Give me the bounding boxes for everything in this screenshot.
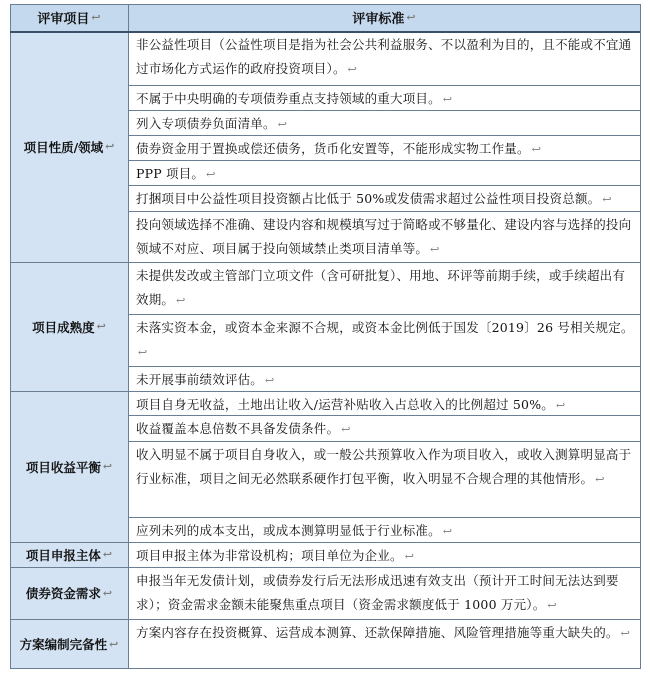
criterion-row: 未落实资本金，或资本金来源不合规，或资本金比例低于国发〔2019〕26 号相关规定。↩ — [128, 314, 640, 366]
group-label-plan-completeness — [10, 619, 128, 669]
table-border-right — [640, 4, 641, 669]
paragraph-mark-icon: ↩ — [555, 399, 566, 412]
row-divider — [128, 85, 640, 86]
criterion-row: 不属于中央明确的专项债券重点支持领域的重大项目。 ↩ — [128, 85, 640, 110]
paragraph-mark-icon: ↩ — [105, 140, 115, 153]
row-divider — [128, 135, 640, 136]
group-divider — [10, 567, 640, 568]
paragraph-mark-icon: ↩ — [404, 550, 415, 563]
criterion-row: 项目自身无收益，土地出让收入/运营补贴收入占总收入的比例超过 50%。 ↩ — [128, 391, 640, 415]
criterion-row: 列入专项债券负面清单。 ↩ — [128, 110, 640, 135]
group-label-bond-fund-demand-text: 债券资金需求 — [25, 586, 101, 601]
table-border-bottom — [10, 668, 640, 669]
group-label-nature-text: 项目性质/领域 — [23, 139, 104, 155]
paragraph-mark-icon: ↩ — [102, 548, 113, 561]
group-label-nature — [10, 31, 128, 262]
header-review-standard-text: 评审标准 — [352, 12, 405, 27]
criterion-row: 债券资金用于置换或偿还债务，货币化安置等，不能形成实物工作量。 ↩ — [128, 135, 640, 160]
criterion-row: 打捆项目中公益性项目投资额占比低于 50%或发债需求超过公益性项目投资总额。 ↩ — [128, 185, 640, 211]
paragraph-mark-icon: ↩ — [406, 11, 416, 24]
criterion-row: 未开展事前绩效评估。 ↩ — [128, 366, 640, 391]
paragraph-mark-icon: ↩ — [277, 118, 288, 131]
group-label-maturity-text: 项目成熟度 — [32, 319, 95, 335]
paragraph-mark-icon: ↩ — [265, 374, 275, 387]
paragraph-mark-icon: ↩ — [138, 346, 148, 359]
group-label-bond-fund-demand — [10, 567, 128, 619]
paragraph-mark-icon: ↩ — [109, 637, 119, 651]
criterion-row: 投向领域选择不准确、建设内容和规模填写过于简略或不够量化、建设内容与选择的投向领域不对应、项目属于投向领域禁止类项目清单等。 ↩ — [128, 211, 640, 262]
criterion-row: 收入明显不属于项目自身收入，或一般公共预算收入作为项目收入，或收入测算明显高于行业标准，项目之间无必然联系硬作打包平衡，收入明显不合规合理的其他情形。 ↩ — [128, 441, 640, 517]
paragraph-mark-icon: ↩ — [602, 193, 612, 206]
group-label-applicant — [10, 542, 128, 567]
paragraph-mark-icon: ↩ — [102, 460, 113, 473]
paragraph-mark-icon: ↩ — [442, 525, 453, 538]
table-border-left — [10, 4, 11, 669]
criterion-row: 方案内容存在投资概算、运营成本测算、还款保障措施、风险管理措施等重大缺失的。 ↩ — [128, 619, 640, 669]
criterion-row: 项目申报主体为非常设机构；项目单位为企业。 ↩ — [128, 542, 640, 567]
paragraph-mark-icon: ↩ — [430, 243, 440, 256]
paragraph-mark-icon: ↩ — [341, 423, 351, 436]
paragraph-mark-icon: ↩ — [531, 143, 542, 156]
row-divider — [128, 160, 640, 161]
criterion-row: 未提供发改或主管部门立项文件（含可研批复）、用地、环评等前期手续，或手续超出有效期。 ↩ — [128, 262, 640, 314]
row-divider — [128, 366, 640, 367]
header-divider — [10, 31, 640, 33]
group-label-plan-completeness-text: 方案编制完备性 — [19, 637, 108, 652]
header-review-standard — [128, 4, 640, 31]
header-review-item — [10, 4, 128, 31]
row-divider — [128, 517, 640, 518]
group-divider — [10, 262, 640, 263]
row-divider — [128, 211, 640, 212]
row-divider — [128, 415, 640, 416]
paragraph-mark-icon: ↩ — [595, 473, 605, 486]
criterion-row: PPP 项目。 ↩ — [128, 160, 640, 185]
group-divider — [10, 391, 640, 392]
paragraph-mark-icon: ↩ — [91, 11, 101, 24]
column-divider — [128, 4, 129, 669]
paragraph-mark-icon: ↩ — [442, 93, 453, 106]
paragraph-mark-icon: ↩ — [547, 599, 557, 612]
group-label-revenue-balance-text: 项目收益平衡 — [25, 459, 101, 475]
group-divider — [10, 619, 640, 620]
group-label-revenue-balance — [10, 391, 128, 542]
criterion-row: 应列未列的成本支出，或成本测算明显低于行业标准。 ↩ — [128, 517, 640, 542]
paragraph-mark-icon: ↩ — [347, 63, 358, 76]
group-divider — [10, 542, 640, 543]
row-divider — [128, 441, 640, 442]
row-divider — [128, 110, 640, 111]
header-review-item-text: 评审项目 — [37, 12, 90, 27]
paragraph-mark-icon: ↩ — [96, 320, 106, 333]
criterion-row: 申报当年无发债计划，或债券发行后无法形成迅速有效支出（预计开工时间无法达到要求）；资金需求金额未能聚焦重点项目（资金需求额度低于 1000 万元）。 ↩ — [128, 567, 640, 619]
group-label-applicant-text: 项目申报主体 — [25, 547, 101, 563]
paragraph-mark-icon: ↩ — [206, 168, 216, 181]
group-label-maturity — [10, 262, 128, 391]
paragraph-mark-icon: ↩ — [620, 627, 631, 640]
table-border-top — [10, 4, 640, 5]
paragraph-mark-icon: ↩ — [176, 294, 186, 307]
paragraph-mark-icon: ↩ — [102, 586, 113, 600]
row-divider — [128, 314, 640, 315]
criterion-row: 收益覆盖本息倍数不具备发债条件。 ↩ — [128, 415, 640, 441]
row-divider — [128, 185, 640, 186]
criterion-row: 非公益性项目（公益性项目是指为社会公共利益服务、不以盈利为目的，且不能或不宜通过市场化方式运作的政府投资项目）。 ↩ — [128, 31, 640, 85]
